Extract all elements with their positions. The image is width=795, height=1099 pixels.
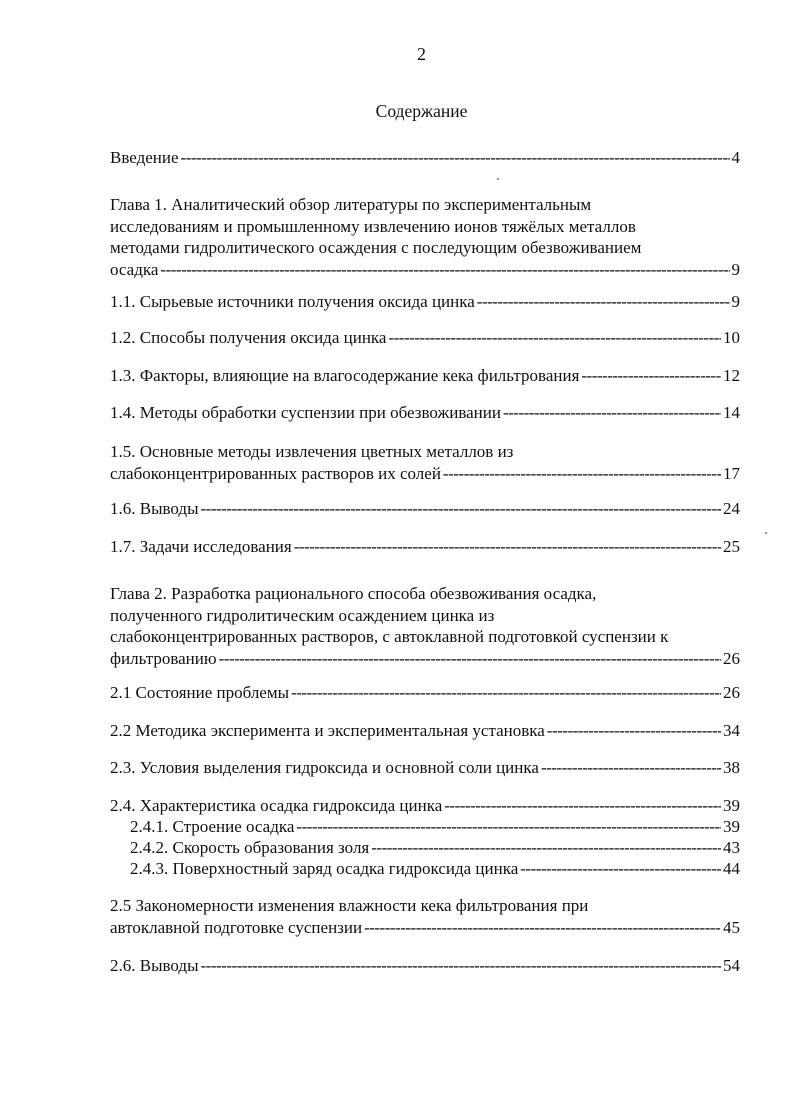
toc-page-number: 54 [723,956,740,975]
toc-entry-text: автоклавной подготовке суспензии [110,917,363,937]
toc-entry-text: 2.3. Условия выделения гидроксида и основной соли цинка [110,758,539,777]
toc-entry-1-7[interactable] [110,536,740,558]
toc-page-number: 9 [731,292,740,311]
toc-entry-line: Глава 1. Аналитический обзор литературы по экспериментальным [110,195,592,214]
toc-entry-2-4-1[interactable] [130,816,740,838]
toc-entry-line: Глава 2. Разработка рационального способа обезвоживания осадка, [110,584,597,603]
toc-entry-2-4[interactable] [110,795,740,817]
dot-leader [541,757,721,779]
toc-entry-text: 1.7. Задачи исследования [110,537,292,556]
toc-entry-line: полученного гидролитическим осаждением цинка из [110,605,495,625]
toc-entry-line: 1.5. Основные методы извлечения цветных металлов из [110,442,514,461]
toc-entry-chapter-1[interactable] [110,194,740,280]
toc-entry-1-4[interactable] [110,402,740,424]
scan-speck [765,532,767,534]
dot-leader [364,917,721,939]
toc-entry-text: 2.2 Методика эксперимента и экспериментальная установка [110,721,545,740]
toc-entry-2-5[interactable] [110,895,740,938]
toc-entry-line: исследованиям и промышленному извлечению ионов тяжёлых металлов [110,216,636,236]
dot-leader [581,365,721,387]
toc-page-number: 9 [731,259,740,279]
toc-entry-2-4-3[interactable] [130,858,740,880]
toc-entry-text: 1.2. Способы получения оксида цинка [110,328,387,347]
toc-entry-introduction[interactable] [110,147,740,169]
toc-page-number: 44 [723,859,740,878]
toc-entry-text: фильтрованию [110,648,217,668]
toc-page-number: 43 [723,838,740,857]
toc-page-number: 34 [723,721,740,740]
toc-entry-2-4-2[interactable] [130,837,740,859]
toc-entry-chapter-2[interactable] [110,583,740,669]
toc-page-number: 4 [731,148,740,167]
toc-entry-line: слабоконцентрированных растворов, с автоклавной подготовкой суспензии к [110,627,669,646]
dot-leader [219,648,721,670]
dot-leader [201,955,721,977]
toc-entry-1-5[interactable] [110,441,740,484]
toc-page-number: 45 [723,917,740,937]
scan-speck [497,178,499,180]
toc-entry-text: 2.6. Выводы [110,956,199,975]
toc-entry-line: методами гидролитического осаждения с последующим обезвоживанием [110,238,642,257]
dot-leader [294,536,721,558]
dot-leader [291,682,721,704]
page-number: 2 [417,44,426,64]
toc-entry-text: 1.1. Сырьевые источники получения оксида цинка [110,292,475,311]
toc-entry-text: 1.6. Выводы [110,499,199,518]
toc-page-number: 14 [723,403,740,422]
toc-entry-2-6[interactable] [110,955,740,977]
toc-entry-text: 1.4. Методы обработки суспензии при обезвоживании [110,403,501,422]
dot-leader [503,402,721,424]
toc-page-number: 10 [723,328,740,347]
toc-page-number: 26 [723,648,740,668]
dot-leader [477,291,730,313]
dot-leader [371,837,721,859]
toc-page-number: 24 [723,499,740,518]
toc-page-number: 39 [723,796,740,815]
toc-entry-text: 2.1 Состояние проблемы [110,683,290,702]
toc-page-number: 26 [723,683,740,702]
toc-entry-text: 1.3. Факторы, влияющие на влагосодержание кека фильтрования [110,366,580,385]
toc-page-number: 38 [723,758,740,777]
dot-leader [547,720,721,742]
dot-leader [201,498,721,520]
toc-entry-2-2[interactable] [110,720,740,742]
toc-entry-text: осадка [110,259,159,279]
dot-leader [296,816,721,838]
toc-page-number: 39 [723,817,740,836]
toc-entry-1-3[interactable] [110,365,740,387]
toc-entry-text: 2.4.2. Скорость образования золя [130,838,370,857]
toc-entry-text: 2.4.1. Строение осадка [130,817,295,836]
toc-entry-1-1[interactable] [110,291,740,313]
toc-entry-1-2[interactable] [110,327,740,349]
toc-title: Содержание [375,101,468,121]
toc-entry-1-6[interactable] [110,498,740,520]
dot-leader [520,858,721,880]
toc-entry-2-1[interactable] [110,682,740,704]
toc-entry-text: слабоконцентрированных растворов их солей [110,463,441,483]
toc-page-number: 12 [723,366,740,385]
toc-entry-text: 2.4.3. Поверхностный заряд осадка гидроксида цинка [130,859,519,878]
dot-leader [444,795,721,817]
toc-entry-text: Введение [110,148,179,167]
dot-leader [181,147,730,169]
toc-entry-2-3[interactable] [110,757,740,779]
toc-page-number: 25 [723,537,740,556]
dot-leader [443,463,721,485]
toc-entry-line: 2.5 Закономерности изменения влажности кека фильтрования при [110,896,589,915]
toc-entry-text: 2.4. Характеристика осадка гидроксида цинка [110,796,443,815]
dot-leader [160,259,729,281]
dot-leader [388,327,721,349]
toc-page-number: 17 [723,463,740,483]
